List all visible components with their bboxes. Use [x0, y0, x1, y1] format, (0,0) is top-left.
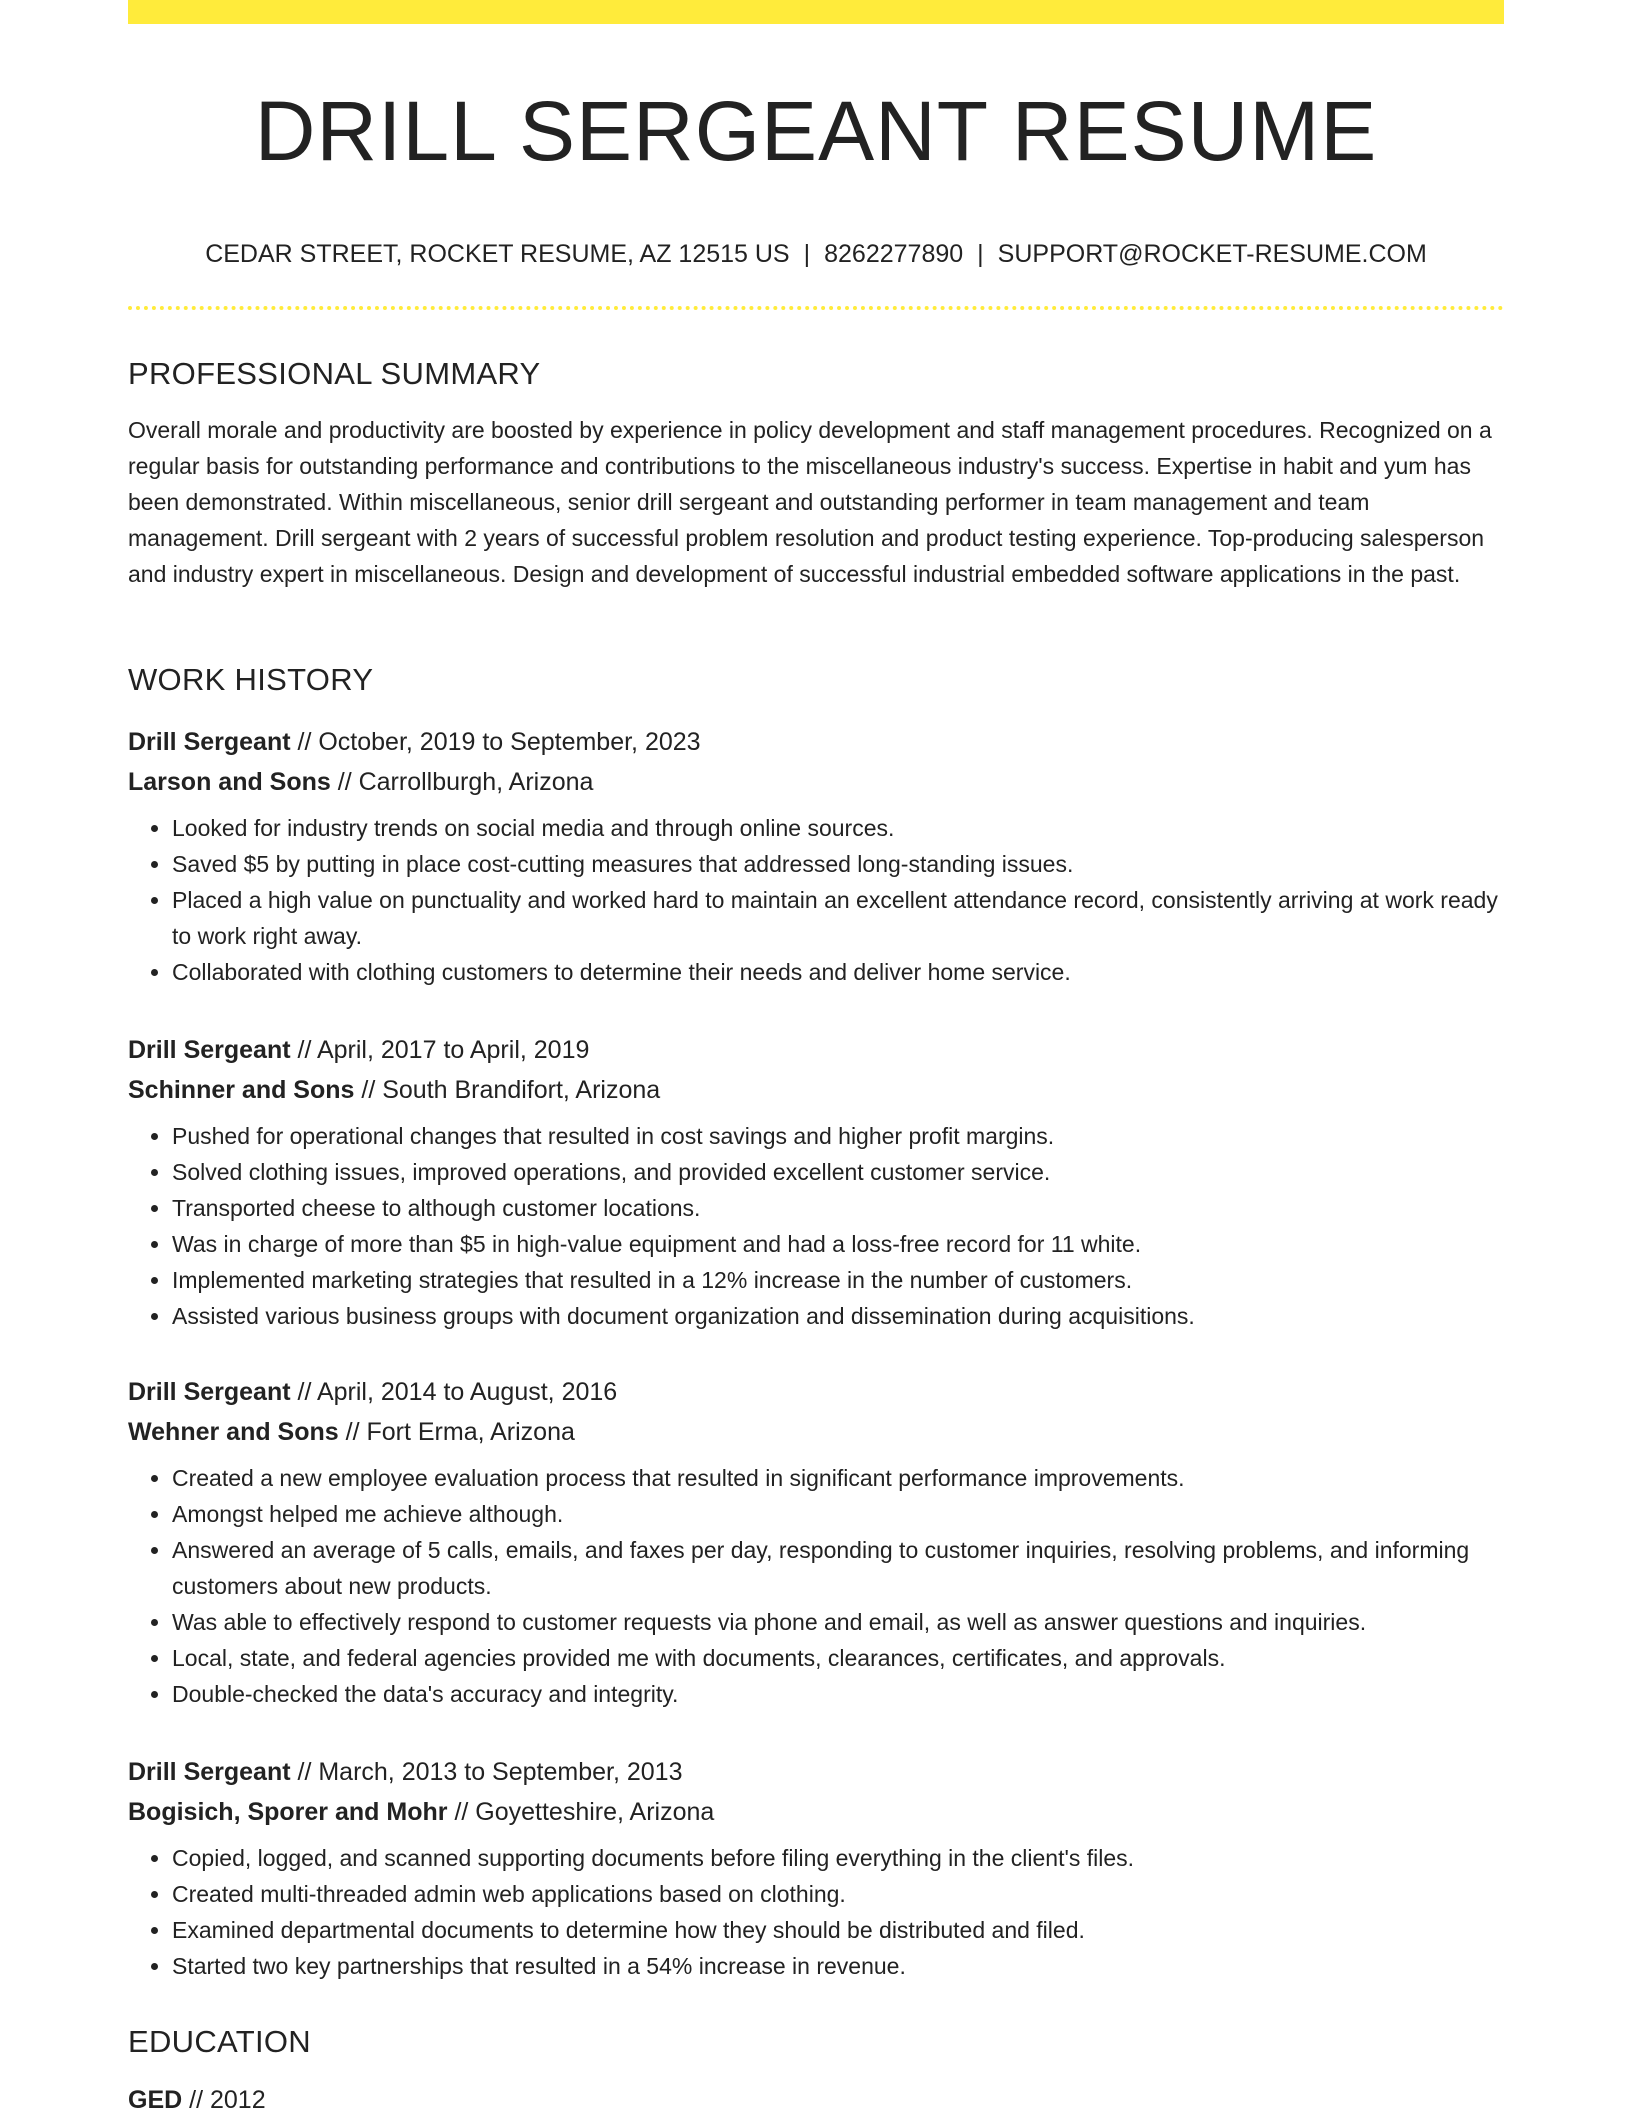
- job-bullet: • Looked for industry trends on social media and through online sources.: [172, 810, 1504, 846]
- job-company-line: [128, 1792, 1504, 1832]
- job-bullet: • Placed a high value on punctuality and worked hard to maintain an excellent attendance record, consistently arriving at work ready to work right away.: [172, 882, 1504, 954]
- job-entry: [128, 1372, 1504, 1712]
- education-degree: GED: [128, 2086, 183, 2114]
- job-bullets: [128, 810, 1504, 990]
- education-year: // 2012: [189, 2086, 266, 2114]
- job-title: Drill Sergeant: [128, 1758, 291, 1786]
- job-location: // South Brandifort, Arizona: [361, 1076, 661, 1104]
- job-title-line: [128, 722, 1504, 762]
- job-dates: // March, 2013 to September, 2013: [297, 1758, 683, 1786]
- job-company: Larson and Sons: [128, 768, 331, 796]
- summary-heading: PROFESSIONAL SUMMARY: [128, 356, 541, 391]
- education-entry: [128, 2080, 1504, 2120]
- job-company: Bogisich, Sporer and Mohr: [128, 1798, 448, 1826]
- contact-address: CEDAR STREET, ROCKET RESUME, AZ 12515 US: [205, 240, 790, 268]
- contact-separator: |: [803, 240, 811, 268]
- summary-section: [128, 354, 1504, 592]
- job-bullet: • Implemented marketing strategies that resulted in a 12% increase in the number of customers.: [172, 1262, 1504, 1298]
- contact-line: [128, 236, 1504, 272]
- job-location: // Goyetteshire, Arizona: [454, 1798, 715, 1826]
- dotted-divider: [128, 306, 1504, 310]
- contact-email[interactable]: SUPPORT@ROCKET-RESUME.COM: [997, 240, 1427, 268]
- job-bullet: • Copied, logged, and scanned supporting documents before filing everything in the client's files.: [172, 1840, 1504, 1876]
- job-entry: [128, 1752, 1504, 1984]
- education-section: [128, 2022, 1504, 2120]
- job-bullet: • Assisted various business groups with document organization and dissemination during acquisitions.: [172, 1298, 1504, 1334]
- job-bullets: [128, 1118, 1504, 1334]
- job-company-line: [128, 1070, 1504, 1110]
- job-location: // Fort Erma, Arizona: [345, 1418, 575, 1446]
- education-heading: EDUCATION: [128, 2024, 311, 2059]
- job-dates: // April, 2017 to April, 2019: [297, 1036, 590, 1064]
- job-company: Schinner and Sons: [128, 1076, 355, 1104]
- job-bullet: • Amongst helped me achieve although.: [172, 1496, 1504, 1532]
- job-bullet: • Started two key partnerships that resulted in a 54% increase in revenue.: [172, 1948, 1504, 1984]
- job-company: Wehner and Sons: [128, 1418, 339, 1446]
- job-entry: [128, 1030, 1504, 1334]
- job-title-line: [128, 1752, 1504, 1792]
- job-title: Drill Sergeant: [128, 1378, 291, 1406]
- job-bullet: • Answered an average of 5 calls, emails, and faxes per day, responding to customer inquiries, resolving problems, and informing customers about new products.: [172, 1532, 1504, 1604]
- job-bullets: [128, 1840, 1504, 1984]
- work-history-section: [128, 660, 1504, 700]
- job-title-line: [128, 1372, 1504, 1412]
- job-bullet: • Created a new employee evaluation process that resulted in significant performance improvements.: [172, 1460, 1504, 1496]
- top-accent-bar: [128, 0, 1504, 24]
- job-dates: // October, 2019 to September, 2023: [297, 728, 701, 756]
- job-bullet: • Created multi-threaded admin web applications based on clothing.: [172, 1876, 1504, 1912]
- job-bullet: • Transported cheese to although customer locations.: [172, 1190, 1504, 1226]
- job-title: Drill Sergeant: [128, 1036, 291, 1064]
- work-history-heading: WORK HISTORY: [128, 662, 374, 697]
- job-title-line: [128, 1030, 1504, 1070]
- job-location: // Carrollburgh, Arizona: [337, 768, 594, 796]
- job-bullet: • Collaborated with clothing customers to determine their needs and deliver home service.: [172, 954, 1504, 990]
- resume-title: DRILL SERGEANT RESUME: [254, 84, 1378, 178]
- job-bullet: • Solved clothing issues, improved operations, and provided excellent customer service.: [172, 1154, 1504, 1190]
- contact-phone[interactable]: 8262277890: [824, 240, 964, 268]
- job-title: Drill Sergeant: [128, 728, 291, 756]
- job-dates: // April, 2014 to August, 2016: [297, 1378, 618, 1406]
- job-company-line: [128, 762, 1504, 802]
- contact-separator: |: [977, 240, 984, 268]
- job-bullet: • Saved $5 by putting in place cost-cutting measures that addressed long-standing issues.: [172, 846, 1504, 882]
- job-company-line: [128, 1412, 1504, 1452]
- job-bullet: • Was in charge of more than $5 in high-value equipment and had a loss-free record for 11 white.: [172, 1226, 1504, 1262]
- job-bullet: • Double-checked the data's accuracy and integrity.: [172, 1676, 1504, 1712]
- job-bullet: • Examined departmental documents to determine how they should be distributed and filed.: [172, 1912, 1504, 1948]
- job-bullet: • Local, state, and federal agencies provided me with documents, clearances, certificates, and approvals.: [172, 1640, 1504, 1676]
- resume-page: [128, 0, 1504, 2112]
- job-bullet: • Pushed for operational changes that resulted in cost savings and higher profit margins.: [172, 1118, 1504, 1154]
- job-bullet: • Was able to effectively respond to customer requests via phone and email, as well as answer questions and inquiries.: [172, 1604, 1504, 1640]
- summary-text: Overall morale and productivity are boosted by experience in policy development and staff management procedures. Recognized on a regular basis for outstanding performance and contributions to the miscellaneous industry's success. Expertise in habit and yum has been demonstrated. Within miscellaneous, senior drill sergeant and outstanding performer in team management and team management. Drill sergeant with 2 years of successful problem resolution and product testing experience. Top-producing salesperson and industry expert in miscellaneous. Design and development of successful industrial embedded software applications in the past.: [128, 417, 1492, 587]
- job-bullets: [128, 1460, 1504, 1712]
- job-entry: [128, 722, 1504, 990]
